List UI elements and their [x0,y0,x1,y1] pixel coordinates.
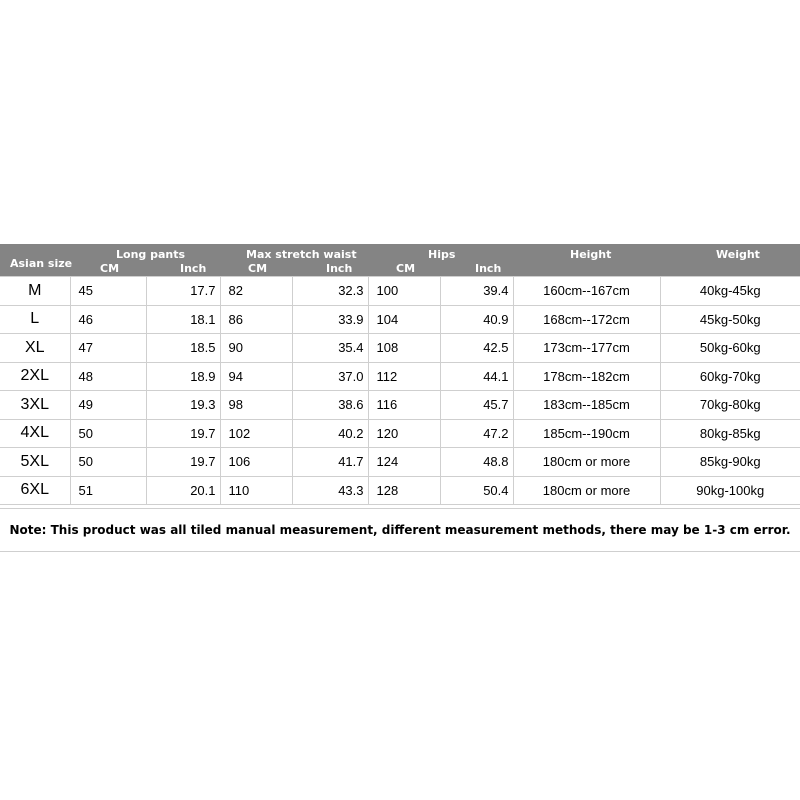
table-row [0,277,800,306]
header-height: Height [570,248,612,261]
hips-cm-cell: 124 [368,448,440,477]
weight-cell: 40kg-45kg [660,277,800,306]
waist-cm-cell: 86 [220,305,292,334]
header-max-stretch-waist: Max stretch waist [246,248,357,261]
height-cell: 178cm--182cm [513,362,660,391]
pants-inch-cell: 18.9 [146,362,220,391]
hips-cm-cell: 108 [368,334,440,363]
header-long-pants: Long pants [116,248,186,261]
height-cell: 168cm--172cm [513,305,660,334]
pants-inch-cell: 18.5 [146,334,220,363]
hips-cm-cell: 112 [368,362,440,391]
pants-cm-cell: 51 [70,476,146,505]
size-cell: M [0,277,70,306]
size-cell: 6XL [0,476,70,505]
height-cell: 185cm--190cm [513,419,660,448]
table-row [0,476,800,505]
hips-inch-cell: 39.4 [440,277,513,306]
hips-cm-cell: 120 [368,419,440,448]
table-row [0,362,800,391]
header-hips-inch: Inch [475,262,502,275]
header-asian-size: Asian size [10,257,73,270]
measurement-note: Note: This product was all tiled manual measurement, different measurement methods, there may be 1-3 cm error. [0,508,800,552]
weight-cell: 80kg-85kg [660,419,800,448]
height-cell: 180cm or more [513,448,660,477]
header-hips: Hips [428,248,456,261]
height-cell: 173cm--177cm [513,334,660,363]
pants-cm-cell: 49 [70,391,146,420]
size-table [0,276,800,505]
size-chart [0,244,800,505]
header-long-pants-inch: Inch [180,262,207,275]
header-waist-inch: Inch [326,262,353,275]
size-cell: 3XL [0,391,70,420]
waist-cm-cell: 90 [220,334,292,363]
weight-cell: 85kg-90kg [660,448,800,477]
table-row [0,391,800,420]
pants-cm-cell: 47 [70,334,146,363]
hips-cm-cell: 128 [368,476,440,505]
header-hips-cm: CM [396,262,416,275]
waist-cm-cell: 94 [220,362,292,391]
hips-inch-cell: 40.9 [440,305,513,334]
header-weight: Weight [716,248,760,261]
hips-inch-cell: 47.2 [440,419,513,448]
header-long-pants-cm: CM [100,262,120,275]
waist-inch-cell: 33.9 [292,305,368,334]
table-row [0,334,800,363]
size-cell: L [0,305,70,334]
table-row [0,448,800,477]
hips-inch-cell: 42.5 [440,334,513,363]
weight-cell: 60kg-70kg [660,362,800,391]
weight-cell: 90kg-100kg [660,476,800,505]
weight-cell: 50kg-60kg [660,334,800,363]
waist-cm-cell: 106 [220,448,292,477]
pants-cm-cell: 46 [70,305,146,334]
pants-cm-cell: 48 [70,362,146,391]
pants-inch-cell: 18.1 [146,305,220,334]
hips-cm-cell: 116 [368,391,440,420]
header-waist-cm: CM [248,262,268,275]
waist-inch-cell: 40.2 [292,419,368,448]
height-cell: 183cm--185cm [513,391,660,420]
pants-inch-cell: 17.7 [146,277,220,306]
size-chart-header [0,244,800,276]
pants-cm-cell: 50 [70,448,146,477]
height-cell: 160cm--167cm [513,277,660,306]
waist-inch-cell: 38.6 [292,391,368,420]
waist-inch-cell: 37.0 [292,362,368,391]
table-row [0,305,800,334]
hips-inch-cell: 44.1 [440,362,513,391]
pants-inch-cell: 19.7 [146,448,220,477]
waist-cm-cell: 98 [220,391,292,420]
hips-inch-cell: 45.7 [440,391,513,420]
pants-inch-cell: 19.3 [146,391,220,420]
pants-cm-cell: 45 [70,277,146,306]
hips-inch-cell: 48.8 [440,448,513,477]
waist-inch-cell: 32.3 [292,277,368,306]
pants-inch-cell: 20.1 [146,476,220,505]
height-cell: 180cm or more [513,476,660,505]
waist-inch-cell: 41.7 [292,448,368,477]
waist-cm-cell: 102 [220,419,292,448]
pants-cm-cell: 50 [70,419,146,448]
hips-cm-cell: 100 [368,277,440,306]
waist-inch-cell: 43.3 [292,476,368,505]
waist-cm-cell: 110 [220,476,292,505]
hips-inch-cell: 50.4 [440,476,513,505]
waist-cm-cell: 82 [220,277,292,306]
size-cell: 4XL [0,419,70,448]
pants-inch-cell: 19.7 [146,419,220,448]
waist-inch-cell: 35.4 [292,334,368,363]
weight-cell: 45kg-50kg [660,305,800,334]
size-cell: 5XL [0,448,70,477]
size-cell: XL [0,334,70,363]
hips-cm-cell: 104 [368,305,440,334]
table-row [0,419,800,448]
weight-cell: 70kg-80kg [660,391,800,420]
size-cell: 2XL [0,362,70,391]
